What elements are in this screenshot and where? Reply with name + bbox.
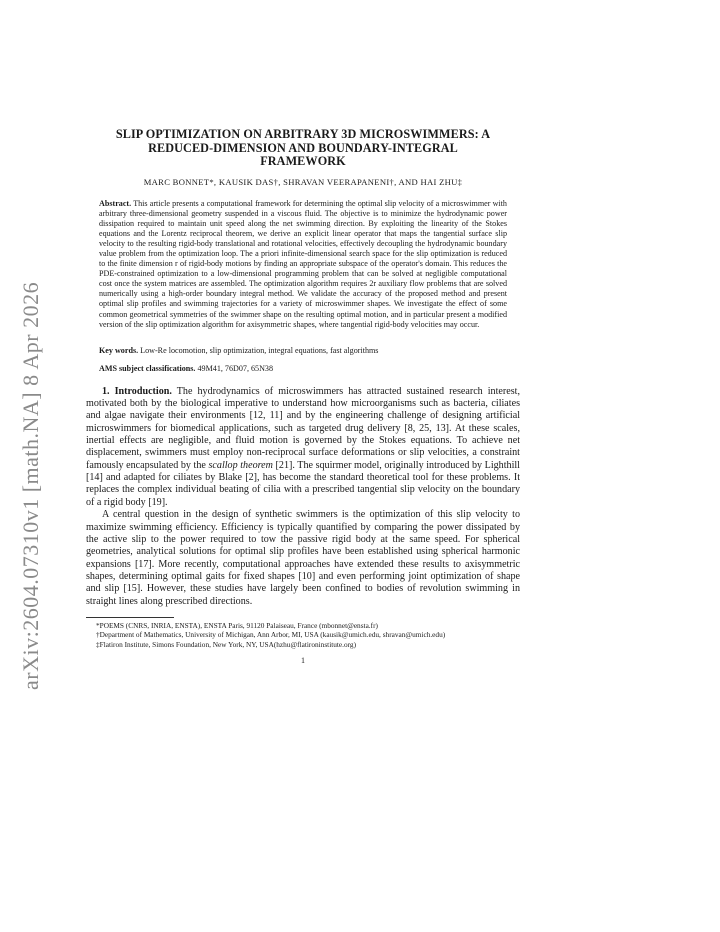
title-line: FRAMEWORK <box>260 154 346 168</box>
footnotes <box>86 621 520 649</box>
ams-text: 49M41, 76D07, 65N38 <box>197 363 274 373</box>
intro-paragraph-1 <box>86 386 520 509</box>
author-list: MARC BONNET*, KAUSIK DAS†, SHRAVAN VEERAPANENI†, AND HAI ZHU‡ <box>143 176 463 187</box>
keywords-label: Key words. <box>99 345 139 355</box>
abstract <box>99 199 507 330</box>
page-number: 1 <box>301 655 305 665</box>
intro-p1-emphasis: scallop theorem <box>208 459 273 471</box>
paper-title <box>86 128 520 169</box>
keywords-text: Low-Re locomotion, slip optimization, integral equations, fast algorithms <box>140 345 379 355</box>
title-line: SLIP OPTIMIZATION ON ARBITRARY 3D MICROSWIMMERS: A <box>115 127 491 141</box>
intro-paragraph-2: A central question in the design of synthetic swimmers is the optimization of this slip velocity to maximize swimming efficiency. Efficiency is typically quantified by comparing the power dissipated by the active slip to the power required to tow the passive rigid body at the same speed. For spherical geometries, analytical solutions for optimal slip profiles have been established using spherical harmonic expansions [17]. More recently, computational approaches have extended these results to axisymmetric shapes, determining optimal gaits for fixed shapes [10] and even performing joint optimization of shape and slip [15]. However, these studies have largely been confined to bodies of revolution swimming in straight lines along prescribed directions. <box>86 509 520 607</box>
arxiv-stamp: arXiv:2604.07310v1 [math.NA] 8 Apr 2026 <box>18 281 43 690</box>
main-column <box>86 128 520 665</box>
ams-label: AMS subject classifications. <box>99 363 196 373</box>
footnote-rule <box>86 617 174 618</box>
footnote: ‡Flatiron Institute, Simons Foundation, New York, NY, USA(hzhu@flatironinstitute.org) <box>96 639 357 649</box>
ams-classifications <box>99 364 507 374</box>
intro-p1-part-b: [21]. The squirmer model, originally introduced by Lighthill [14] and adapted for ciliates by Blake [2], has become the standard theoretical tool for these problems. It replaces the complex individual beating of cilia with a prescribed tangential slip velocity on the boundary of a rigid body [19]. <box>86 459 520 508</box>
title-line: REDUCED-DIMENSION AND BOUNDARY-INTEGRAL <box>148 140 458 155</box>
abstract-label: Abstract. <box>99 198 132 208</box>
intro-p1-part-a: The hydrodynamics of microswimmers has attracted sustained research interest, motivated both by the biological imperative to understand how microorganisms such as bacteria, ciliates and algae navigate their environments [12, 11] and by the engineering challenge of designing artificial microswimmers for biomedical applications, such as targeted drug delivery [8, 25, 13]. At these scales, inertial effects are negligible, and fluid motion is governed by the Stokes equations. To achieve net displacement, swimmers must employ non-reciprocal surface deformations or slip velocities, a constraint famously encapsulated by the <box>86 385 520 471</box>
keywords <box>99 346 507 356</box>
footnote: *POEMS (CNRS, INRIA, ENSTA), ENSTA Paris, 91120 Palaiseau, France (mbonnet@ensta.fr) <box>96 620 378 630</box>
footnote: †Department of Mathematics, University of Michigan, Ann Arbor, MI, USA (kausik@umich.edu, shravan@umich.edu) <box>96 630 446 640</box>
section-heading: 1. Introduction. <box>102 385 172 397</box>
introduction-section <box>86 386 520 608</box>
abstract-text: This article presents a computational framework for determining the optimal slip velocity of a microswimmer with arbitrary three-dimensional geometry suspended in a viscous fluid. The objective is to minimize the hydrodynamic power dissipation required to maintain unit speed along the net swimming direction. By exploiting the linearity of the Stokes equations and the Lorentz reciprocal theorem, we derive an explicit linear operator that maps the tangential surface slip velocity to the resulting rigid-body translational and rotational velocities, effectively decoupling the hydrodynamic boundary value problem from the optimization loop. The a priori infinite-dimensional search space for the slip optimization is reduced to the finite dimension r of rigid-body motions by finding an appropriate subspace of the operator's domain. This reduces the PDE-constrained optimization to a low-dimensional programming problem that can be solved at negligible computational cost once the system matrices are assembled. The optimization algorithm requires 2r auxiliary flow problems that are solved numerically using a high-order boundary integral method. We validate the accuracy of the proposed method and present optimal slip profiles and swimming trajectories for a variety of microswimmer shapes. We investigate the effect of some common geometrical symmetries of the swimmer shape on the resulting optimal motion, and in particular present a modified version of the slip optimization algorithm for axisymmetric shapes, where tangential rigid-body velocities may occur. <box>99 198 507 329</box>
